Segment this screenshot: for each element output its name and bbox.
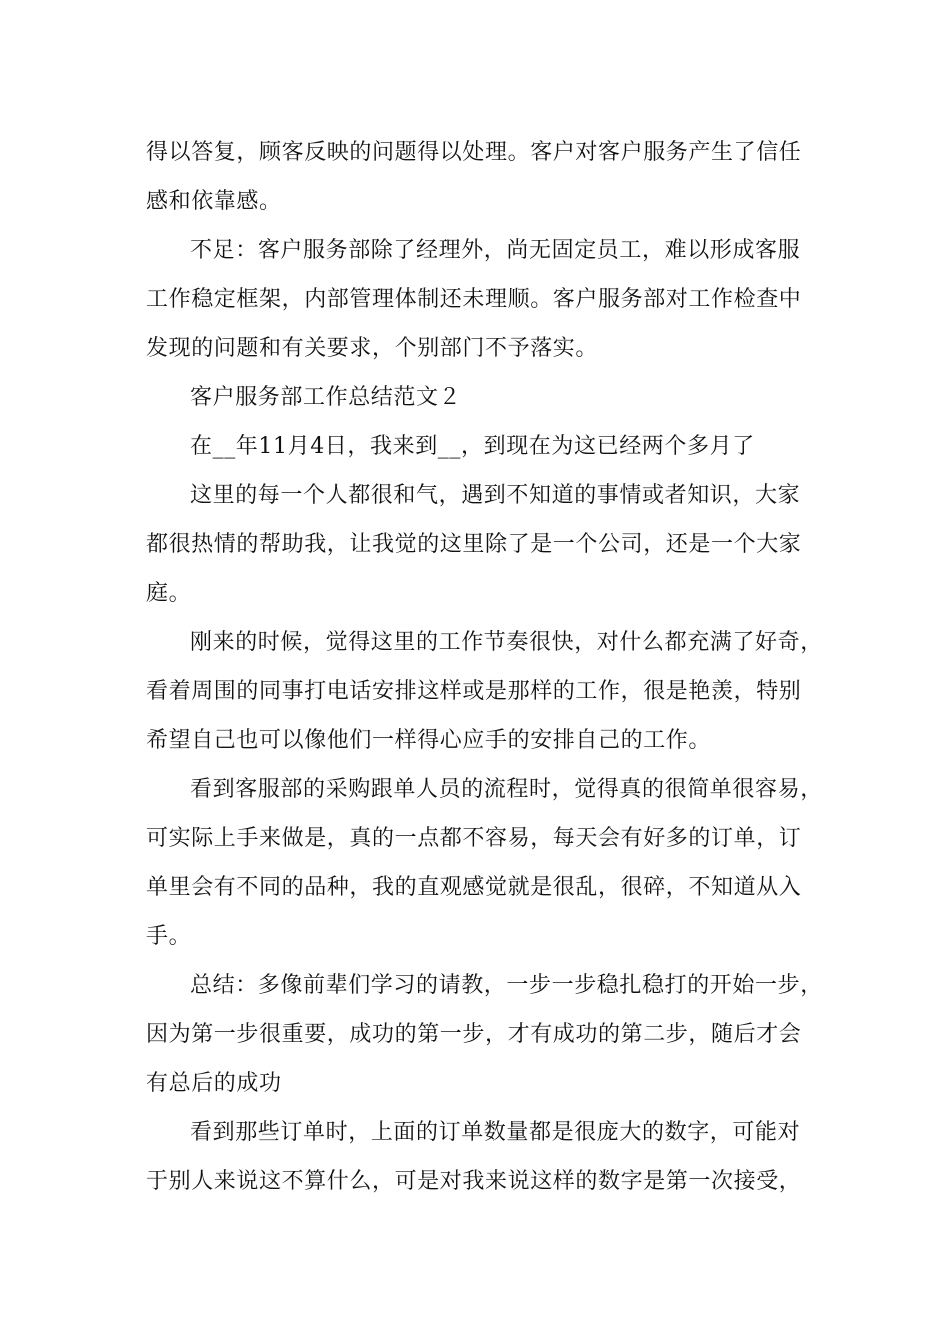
text-line: 希望自己也可以像他们一样得心应手的安排自己的工作。 (146, 728, 712, 753)
text-line: 庭。 (146, 581, 192, 606)
text-line: 于别人来说这不算什么，可是对我来说这样的数字是第一次接受， (146, 1169, 802, 1194)
text-line: 都很热情的帮助我，让我觉的这里除了是一个公司，还是一个大家 (146, 532, 802, 557)
text-line: 因为第一步很重要，成功的第一步，才有成功的第二步，随后才会 (146, 1022, 802, 1047)
text-line: 这里的每一个人都很和气，遇到不知道的事情或者知识，大家 (190, 483, 801, 508)
text-line: 发现的问题和有关要求，个别部门不予落实。 (146, 336, 599, 361)
text-line: 刚来的时候，觉得这里的工作节奏很快，对什么都充满了好奇， (190, 630, 823, 655)
heading-text: 客户服务部工作总结范文２ (190, 385, 462, 410)
text-line: 不足：客户服务部除了经理外，尚无固定员工，难以形成客服 (190, 238, 801, 263)
paragraph-1 (146, 128, 806, 226)
paragraph-3 (146, 422, 806, 471)
text-line: 单里会有不同的品种，我的直观感觉就是很乱，很碎，不知道从入 (146, 875, 802, 900)
section-heading (146, 373, 806, 422)
text-line: 手。 (146, 924, 192, 949)
text-line: 看到那些订单时，上面的订单数量都是很庞大的数字，可能对 (190, 1120, 801, 1145)
text-line: 得以答复，顾客反映的问题得以处理。客户对客户服务产生了信任 (146, 140, 802, 165)
document-body (146, 128, 823, 1206)
paragraph-4 (146, 471, 806, 618)
paragraph-6 (146, 765, 823, 961)
paragraph-5 (146, 618, 823, 765)
text-line: 可实际上手来做是，真的一点都不容易，每天会有好多的订单，订 (146, 826, 802, 851)
text-line: 有总后的成功 (146, 1071, 282, 1096)
paragraph-2 (146, 226, 806, 373)
text-line: 在__年11月4日，我来到__，到现在为这已经两个多月了 (190, 434, 755, 459)
text-line: 看着周围的同事打电话安排这样或是那样的工作，很是艳羡，特别 (146, 679, 802, 704)
text-line: 感和依靠感。 (146, 189, 282, 214)
paragraph-8 (146, 1108, 806, 1206)
text-line: 总结：多像前辈们学习的请教，一步一步稳扎稳打的开始一步， (190, 973, 823, 998)
text-line: 工作稳定框架，内部管理体制还未理顺。客户服务部对工作检查中 (146, 287, 802, 312)
text-line: 看到客服部的采购跟单人员的流程时，觉得真的很简单很容易， (190, 777, 823, 802)
paragraph-7 (146, 961, 823, 1108)
